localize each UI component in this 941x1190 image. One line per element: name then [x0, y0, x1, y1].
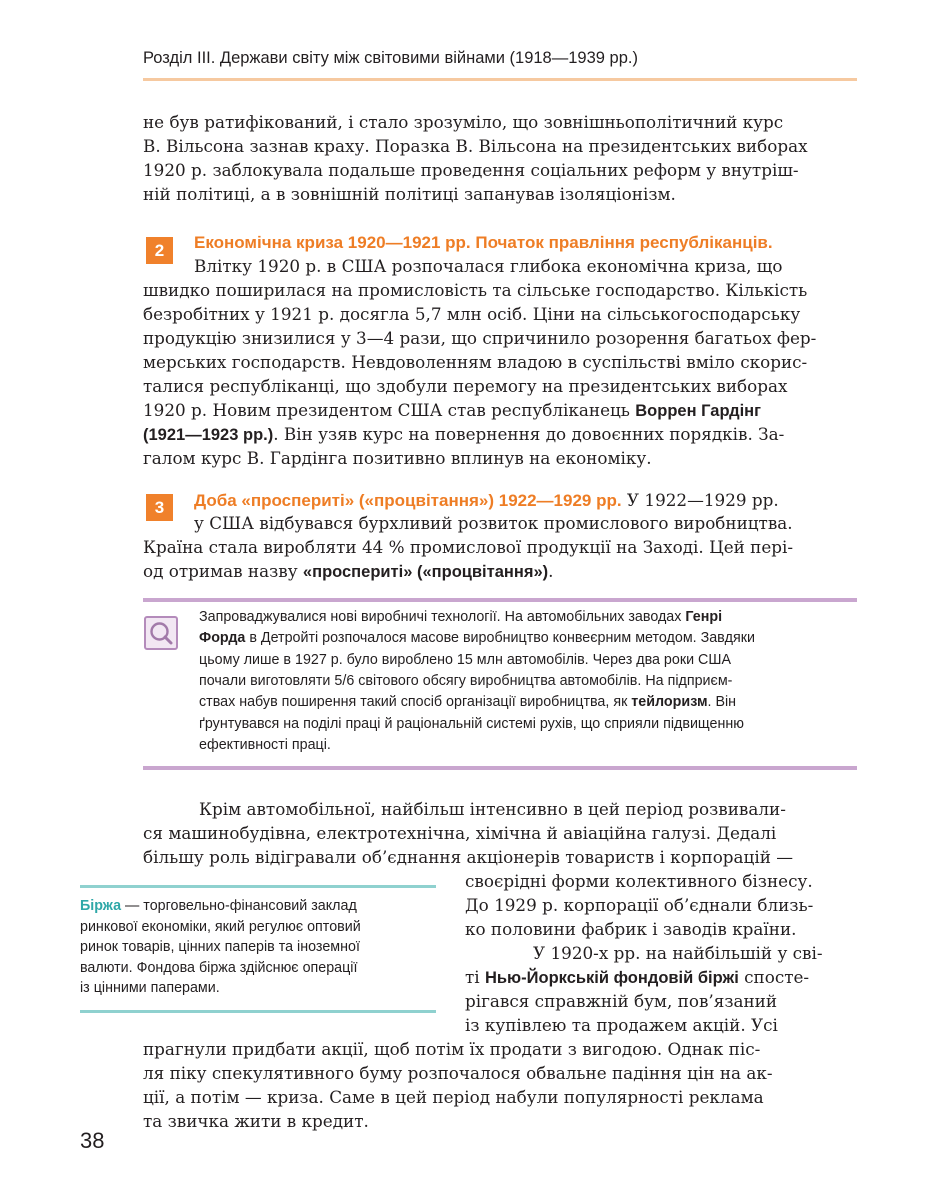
text-run: У 1922—1929 рр.	[621, 490, 779, 510]
text-run: ствах набув поширення такий спосіб організації виробництва, як	[199, 694, 632, 710]
section-title: Економічна криза 1920—1921 рр. Початок правління республіканців.	[194, 233, 773, 252]
text-line: ринок товарів, цінних паперів та іноземної	[80, 939, 360, 955]
text-line: із купівлею та продажем акцій. Усі	[465, 1015, 778, 1035]
text-line: ля піку спекулятивного буму розпочалося обвальне падіння цін на ак-	[143, 1063, 773, 1083]
text-line: ринкової економіки, який регулює оптовий	[80, 919, 361, 935]
definition-term: Біржа	[80, 898, 122, 914]
text-line: не був ратифікований, і стало зрозуміло, що зовнішньополітичний курс	[143, 112, 784, 132]
infobox-top-rule	[143, 598, 857, 602]
magnifier-glyph	[146, 618, 176, 648]
header-divider	[143, 78, 857, 81]
text-line: із цінними паперами.	[80, 980, 220, 996]
text-line: Крім автомобільної, найбільш інтенсивно в цей період розвивали-	[199, 799, 786, 819]
text-line: галом курс В. Гардінга позитивно вплинув на економіку.	[143, 448, 652, 468]
text-line	[80, 896, 357, 917]
section-number-badge: 2	[146, 237, 173, 264]
text-line	[194, 488, 779, 513]
term-highlight: Нью-Йоркській фондовій біржі	[485, 969, 739, 987]
person-name: Воррен Гардінг	[635, 402, 762, 420]
definition-top-rule	[80, 885, 436, 888]
text-run: в Детройті розпочалося масове виробництво конвеєрним методом. Завдяки	[245, 630, 755, 646]
infobox-bottom-rule	[143, 766, 857, 770]
text-line	[143, 559, 553, 584]
text-line	[199, 692, 736, 713]
text-run: 1920 р. Новим президентом США став республіканець	[143, 400, 636, 420]
text-line: Влітку 1920 р. в США розпочалася глибока економічна криза, що	[194, 256, 783, 276]
text-line: Країна стала виробляти 44 % промислової продукції на Заході. Цей пері-	[143, 537, 794, 557]
text-line	[143, 422, 784, 447]
person-name: Генрі	[685, 609, 723, 625]
text-line: своєрідні форми колективного бізнесу.	[465, 871, 813, 891]
text-line: талися республіканці, що здобули перемогу на президентських виборах	[143, 376, 788, 396]
text-run: од отримав назву	[143, 561, 303, 581]
text-line: ся машинобудівна, електротехнічна, хімічна й авіаційна галузі. Дедалі	[143, 823, 777, 843]
text-run: Запроваджувалися нові виробничі технології. На автомобільних заводах	[199, 609, 686, 625]
person-name: Форда	[199, 630, 246, 646]
term-highlight: «проспериті» («процвітання»)	[302, 563, 549, 581]
text-line: продукцію знизилися у 3—4 рази, що спричинило розорення багатьох фер-	[143, 328, 817, 348]
text-run: .	[548, 561, 554, 581]
definition-bottom-rule	[80, 1010, 436, 1013]
text-run: . Він узяв курс на повернення до довоєнних порядків. За-	[273, 424, 785, 444]
text-run: — торговельно-фінансовий заклад	[121, 898, 357, 914]
text-line: ції, а потім — криза. Саме в цей період набули популярності реклама	[143, 1087, 764, 1107]
text-line: рігався справжній бум, пов’язаний	[465, 991, 778, 1011]
running-header: Розділ ІІІ. Держави світу між світовими війнами (1918—1939 рр.)	[143, 49, 638, 67]
text-line: ефективності праці.	[199, 737, 331, 753]
text-run: . Він	[707, 694, 737, 710]
page-number: 38	[80, 1128, 105, 1153]
text-line: У 1920-х рр. на найбільшій у сві-	[533, 943, 823, 963]
text-line: мерських господарств. Невдоволенням владою в суспільстві вміло скорис-	[143, 352, 808, 372]
term-highlight: тейлоризм	[631, 694, 708, 710]
text-line	[143, 398, 761, 423]
text-run: ті	[465, 967, 485, 987]
text-line: До 1929 р. корпорації об’єднали близь-	[465, 895, 814, 915]
text-line	[465, 965, 809, 990]
text-line: безробітних у 1921 р. досягла 5,7 млн осіб. Ціни на сільськогосподарську	[143, 304, 801, 324]
text-line: більшу роль відігравали об’єднання акціонерів товариств і корпорацій —	[143, 847, 794, 867]
text-line: 1920 р. заблокувала подальше проведення соціальних реформ у внутріш-	[143, 160, 799, 180]
text-line: швидко поширилася на промисловість та сільське господарство. Кількість	[143, 280, 808, 300]
text-line: ґрунтувався на поділі праці й раціональній системі рухів, що сприяли підвищенню	[199, 716, 744, 732]
text-line	[199, 628, 755, 649]
text-line: цьому лише в 1927 р. було вироблено 15 млн автомобілів. Через два роки США	[199, 652, 732, 668]
text-line: В. Вільсона зазнав краху. Поразка В. Вільсона на президентських виборах	[143, 136, 808, 156]
text-line: та звичка жити в кредит.	[143, 1111, 369, 1131]
text-line	[199, 607, 722, 628]
text-line: у США відбувався бурхливий розвиток промислового виробництва.	[194, 513, 793, 533]
text-line: почали виготовляти 5/6 світового обсягу виробництва автомобілів. На підприєм-	[199, 673, 733, 689]
magnifier-icon	[144, 616, 178, 650]
text-line: прагнули придбати акції, щоб потім їх продати з вигодою. Однак піс-	[143, 1039, 761, 1059]
text-line: ній політиці, а в зовнішній політиці запанував ізоляціонізм.	[143, 184, 676, 204]
text-line: валюти. Фондова біржа здійснює операції	[80, 960, 358, 976]
section-title: Доба «проспериті» («процвітання») 1922—1929 рр.	[194, 491, 622, 510]
text-line: ко половини фабрик і заводів країни.	[465, 919, 797, 939]
section-number-badge: 3	[146, 494, 173, 521]
date-range: (1921—1923 рр.)	[143, 426, 274, 444]
text-run: спосте-	[738, 967, 810, 987]
